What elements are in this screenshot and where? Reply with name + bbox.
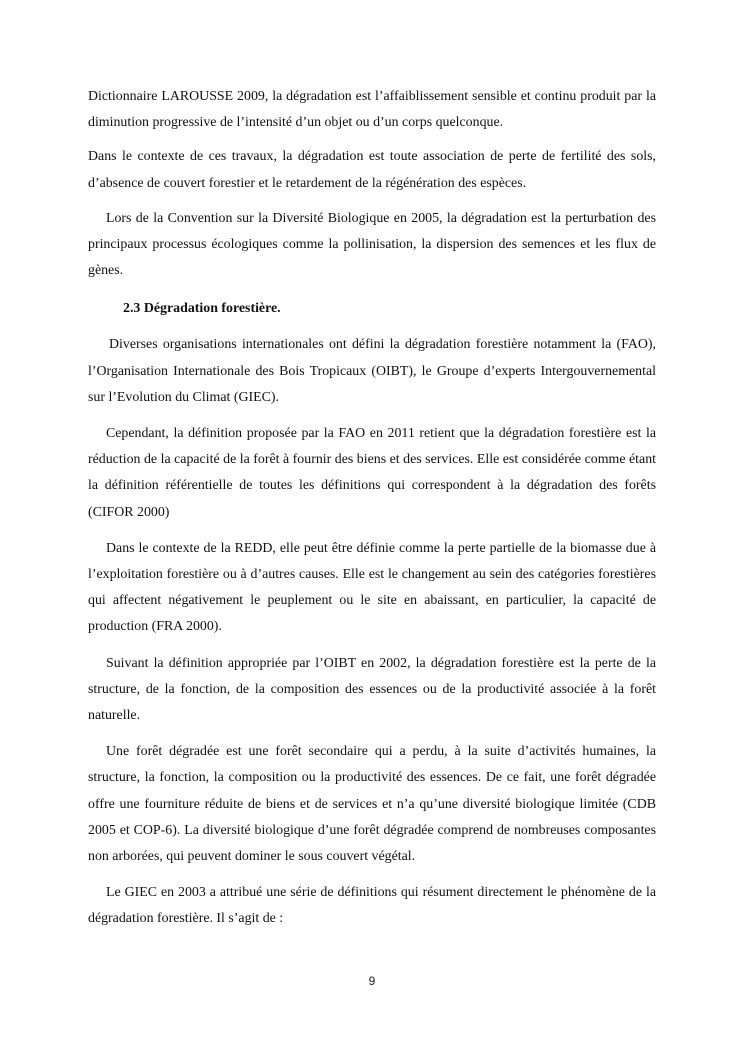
document-page [88, 84, 656, 933]
paragraph-degraded-forest: Une forêt dégradée est une forêt secondaire qui a perdu, à la suite d’activités humaines, la structure, la fonction, la composition ou la productivité des essences. De ce fait, une forêt dégradée offre une fourniture réduite de biens et de services et n’a qu’une diversité biologique limitée (CDB 2005 et COP-6). La diversité biologique d’une forêt dégradée comprend de nombreuses composantes non arborées, qui peuvent dominer le sous couvert végétal. [88, 744, 656, 865]
page-number: 9 [368, 974, 376, 988]
paragraph-convention-definition: Lors de la Convention sur la Diversité Biologique en 2005, la dégradation est la perturbation des principaux processus écologiques comme la pollinisation, la dispersion des semences et les flux de gènes. [88, 210, 656, 279]
paragraph-fao-definition: Cependant, la définition proposée par la FAO en 2011 retient que la dégradation forestière est la réduction de la capacité de la forêt à fournir des biens et des services. Elle est considérée comme étant la définition référentielle de toutes les définitions qui correspondent à la dégradation des forêts (CIFOR 2000) [88, 426, 656, 520]
paragraph-giec-definitions: Le GIEC en 2003 a attribué une série de définitions qui résument directement le phénomène de la dégradation forestière. Il s’agit de : [88, 885, 656, 927]
section-heading: 2.3 Dégradation forestière. [123, 301, 281, 317]
paragraph-context-definition: Dans le contexte de ces travaux, la dégradation est toute association de perte de fertilité des sols, d’absence de couvert forestier et le retardement de la régénération des espèces. [88, 149, 656, 191]
paragraph-redd-definition: Dans le contexte de la REDD, elle peut être définie comme la perte partielle de la biomasse due à l’exploitation forestière ou à d’autres causes. Elle est le changement au sein des catégories forestières qui affectent négativement le peuplement ou le site en abaissant, en particulier, la capacité de production (FRA 2000). [88, 540, 656, 635]
paragraph-oibt-definition: Suivant la définition appropriée par l’OIBT en 2002, la dégradation forestière est la perte de la structure, de la fonction, de la composition des essences ou de la productivité associée à la forêt naturelle. [88, 655, 656, 724]
paragraph-organisations: Diverses organisations internationales ont défini la dégradation forestière notamment la (FAO), l’Organisation Internationale des Bois Tropicaux (OIBT), le Groupe d’experts Intergouvernemental sur l’Evolution du Climat (GIEC). [88, 337, 656, 405]
paragraph-larousse-definition: Dictionnaire LAROUSSE 2009, la dégradation est l’affaiblissement sensible et continu produit par la diminution progressive de l’intensité d’un objet ou d’un corps quelconque. [88, 89, 656, 131]
